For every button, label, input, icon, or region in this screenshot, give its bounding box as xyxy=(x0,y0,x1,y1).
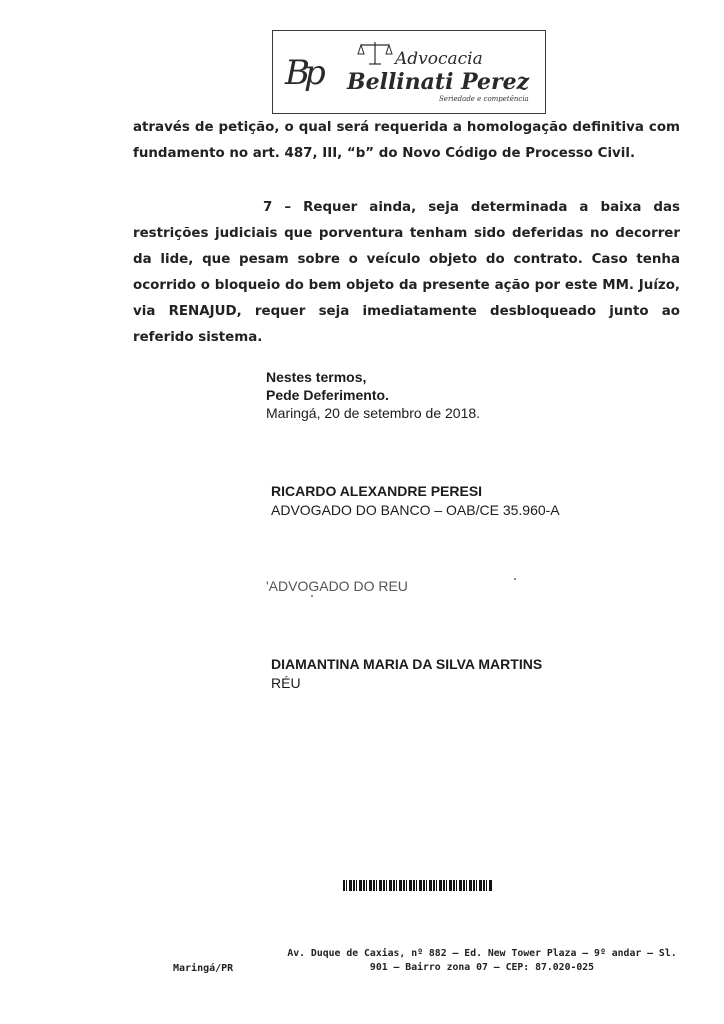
footer-address xyxy=(282,947,682,975)
signature-defendant xyxy=(271,655,542,693)
logo-tagline: Seriedade e competência xyxy=(439,95,529,103)
place-date: Maringá, 20 de setembro de 2018. xyxy=(266,405,481,421)
signatory-role: RÉU xyxy=(271,675,301,691)
defendant-lawyer-label: 'ADVOGADO DO REU xyxy=(266,578,408,594)
footer-address-line-1: Av. Duque de Caxias, nº 882 – Ed. New Tower Plaza – 9º andar – Sl. xyxy=(287,948,677,959)
scan-speck xyxy=(311,595,313,597)
closing-line-1: Nestes termos, xyxy=(266,369,367,385)
footer-address-line-2: 901 – Bairro zona 07 – CEP: 87.020-025 xyxy=(369,962,595,973)
logo-monogram: Bp xyxy=(285,53,320,93)
signature-bank-lawyer xyxy=(271,482,560,520)
paragraph-2: 7 – Requer ainda, seja determinada a baixa das restrições judiciais que porventura tenham sido deferidas no decorrer da lide, que pesam sobre o veículo objeto do contrato. Caso tenha ocorrido o bloqueio do bem objeto da presente ação por este MM. Juízo, via RENAJUD, requer seja imediatamente desbloqueado junto ao referido sistema. xyxy=(133,200,680,345)
logo-firm-name: Bellinati Perez xyxy=(347,69,530,95)
logo-advocacia: Advocacia xyxy=(395,49,483,69)
signatory-name: DIAMANTINA MARIA DA SILVA MARTINS xyxy=(271,656,543,672)
signatory-name: RICARDO ALEXANDRE PERESI xyxy=(271,483,483,499)
letterhead-logo xyxy=(272,30,546,114)
scales-of-justice-icon xyxy=(355,40,395,66)
scan-speck xyxy=(514,578,516,580)
closing-block xyxy=(266,368,480,422)
closing-line-2: Pede Deferimento. xyxy=(266,387,389,403)
footer-city: Maringá/PR xyxy=(173,963,234,974)
signatory-role: ADVOGADO DO BANCO – OAB/CE 35.960-A xyxy=(271,502,560,518)
barcode xyxy=(343,880,493,891)
paragraph-1: através de petição, o qual será requerida a homologação definitiva com fundamento no art. 487, III, “b” do Novo Código de Processo Civil. xyxy=(133,120,680,161)
